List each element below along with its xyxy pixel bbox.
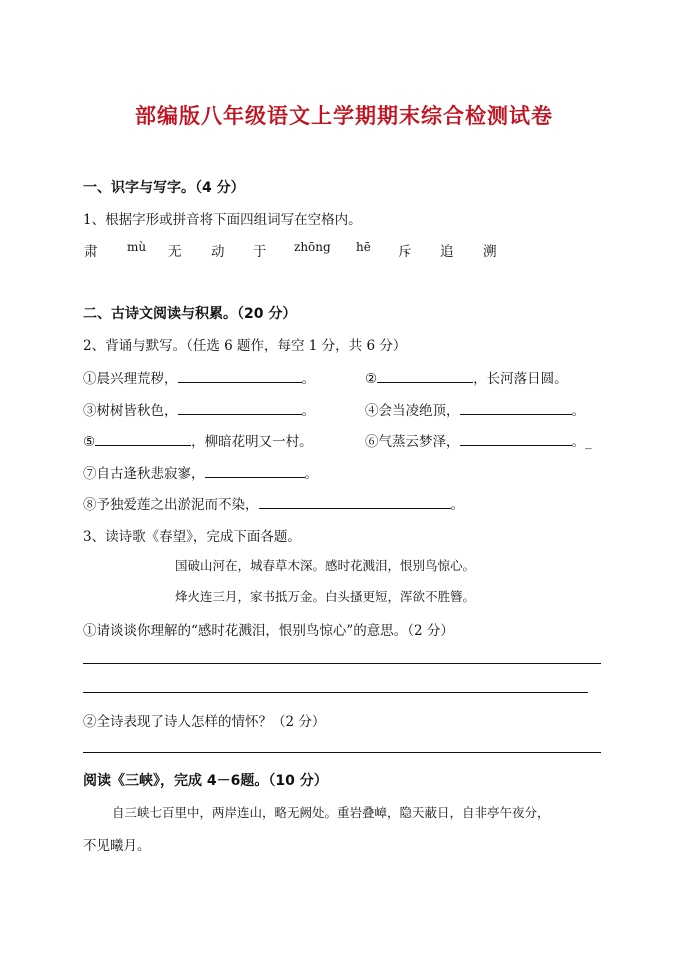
question-3-1-text: ①请谈谈你理解的“感时花溅泪，恨别鸟惊心”的意思。（2 分） [83, 623, 454, 639]
answer-blank[interactable] [178, 401, 302, 415]
fill-suffix: 。 [301, 403, 315, 419]
fill-suffix: ，柳暗花明又一村。 [191, 434, 313, 450]
passage-line: 不见曦月。 [83, 838, 151, 854]
answer-blank[interactable] [460, 432, 572, 446]
poem-line: 国破山河在，城春草木深。感时花溅泪，恨别鸟惊心。 [175, 558, 476, 573]
fill-prefix: ⑦自古逢秋悲寂寥， [83, 466, 205, 482]
answer-blank[interactable] [460, 401, 572, 415]
word-item: 肃 [84, 244, 98, 260]
word-item: hē [356, 240, 371, 254]
answer-line[interactable] [83, 663, 601, 664]
poem-line: 烽火连三月，家书抵万金。白头搔更短，浑欲不胜簪。 [175, 589, 476, 604]
answer-blank[interactable] [95, 432, 191, 446]
fill-prefix: ④会当凌绝顶， [365, 403, 460, 419]
word-item: zhōng [294, 240, 331, 254]
section-2-heading: 二、古诗文阅读与积累。（20 分） [83, 306, 297, 322]
fill-suffix: 。 [304, 466, 318, 482]
answer-blank[interactable] [377, 369, 473, 383]
question-1-text: 1、根据字形或拼音将下面四组词写在空格内。 [83, 212, 362, 228]
fill-prefix: ⑥气蒸云梦泽， [365, 434, 460, 450]
fill-prefix: ② [365, 371, 378, 387]
word-item: 追 [440, 244, 454, 260]
fill-line-6 [365, 430, 592, 450]
question-2-text: 2、背诵与默写。（任选 6 题作，每空 1 分，共 6 分） [83, 338, 407, 354]
fill-line-3 [83, 399, 315, 419]
fill-suffix: ，长河落日圆。 [473, 371, 568, 387]
fill-prefix: ①晨兴理荒秽， [83, 371, 178, 387]
fill-suffix: 。_ [571, 434, 592, 450]
answer-blank[interactable] [205, 464, 305, 478]
fill-line-4 [365, 399, 585, 419]
word-item: 动 [211, 244, 225, 260]
fill-prefix: ③树树皆秋色， [83, 403, 178, 419]
fill-line-2 [365, 367, 568, 387]
word-item: 于 [253, 244, 267, 260]
fill-line-7 [83, 462, 318, 482]
question-3-2-text: ②全诗表现了诗人怎样的情怀？（2 分） [83, 714, 326, 730]
passage-line: 自三峡七百里中，两岸连山，略无阙处。重岩叠嶂，隐天蔽日，自非亭午夜分， [112, 805, 550, 820]
fill-suffix: 。 [450, 497, 464, 513]
section-1-heading: 一、识字与写字。（4 分） [83, 180, 245, 196]
fill-line-1 [83, 367, 315, 387]
fill-prefix: ⑤ [83, 434, 96, 450]
page-title: 部编版八年级语文上学期期末综合检测试卷 [135, 104, 553, 128]
fill-line-5 [83, 430, 313, 450]
answer-blank[interactable] [178, 369, 302, 383]
word-item: 溯 [483, 244, 497, 260]
fill-prefix: ⑧予独爱莲之出淤泥而不染， [83, 497, 259, 513]
answer-line[interactable] [83, 692, 588, 693]
fill-suffix: 。 [571, 403, 585, 419]
question-3-text: 3、读诗歌《春望》，完成下面各题。 [83, 529, 301, 545]
word-item: 斥 [398, 244, 412, 260]
answer-blank[interactable] [259, 495, 451, 509]
reading-heading: 阅读《三峡》，完成 4－6题。（10 分） [83, 773, 328, 789]
fill-line-8 [83, 493, 464, 513]
fill-suffix: 。 [301, 371, 315, 387]
word-item: mù [127, 240, 147, 254]
answer-line[interactable] [83, 752, 601, 753]
word-item: 无 [168, 244, 182, 260]
